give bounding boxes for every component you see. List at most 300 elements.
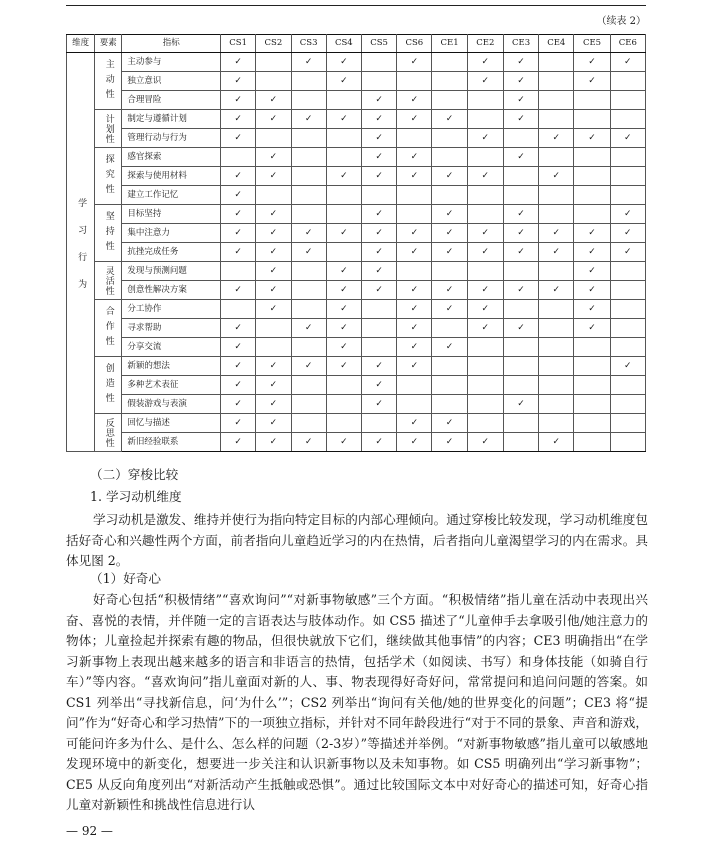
indicator-cell: 抗挫完成任务 — [122, 243, 221, 262]
check-mark-cell — [610, 205, 645, 224]
check-mark-cell — [326, 110, 361, 129]
check-icon: ✓ — [481, 75, 490, 86]
empty-cell — [291, 281, 326, 300]
empty-cell — [432, 129, 467, 148]
check-mark-cell — [221, 243, 256, 262]
check-icon: ✓ — [481, 322, 490, 333]
check-mark-cell — [432, 338, 467, 357]
empty-cell — [291, 300, 326, 319]
check-icon: ✓ — [481, 227, 490, 238]
indicator-cell: 独立意识 — [122, 72, 221, 91]
indicator-cell: 感官探索 — [122, 148, 221, 167]
empty-cell — [467, 414, 503, 433]
empty-cell — [467, 357, 503, 376]
check-icon: ✓ — [588, 56, 596, 67]
empty-cell — [574, 148, 610, 167]
check-icon: ✓ — [304, 436, 313, 447]
check-icon: ✓ — [234, 56, 242, 67]
check-icon: ✓ — [445, 227, 454, 238]
empty-cell — [432, 357, 467, 376]
top-rule — [66, 5, 646, 6]
subsection-heading: 1. 学习动机维度 — [90, 489, 182, 504]
check-icon: ✓ — [234, 379, 242, 390]
page-number: — 92 — — [66, 824, 113, 838]
empty-cell — [326, 186, 361, 205]
check-icon: ✓ — [340, 265, 348, 276]
check-mark-cell — [397, 53, 432, 72]
empty-cell — [503, 357, 538, 376]
empty-cell — [539, 205, 574, 224]
empty-cell — [432, 319, 467, 338]
empty-cell — [397, 395, 432, 414]
check-icon: ✓ — [517, 227, 525, 238]
check-mark-cell — [467, 319, 503, 338]
empty-cell — [539, 357, 574, 376]
empty-cell — [397, 262, 432, 281]
check-mark-cell — [256, 414, 291, 433]
check-icon: ✓ — [234, 284, 242, 295]
header-cell: CS2 — [256, 35, 291, 53]
indicator-cell: 回忆与描述 — [122, 414, 221, 433]
empty-cell — [539, 414, 574, 433]
check-icon: ✓ — [375, 265, 383, 276]
indicator-cell: 目标坚持 — [122, 205, 221, 224]
empty-cell — [539, 262, 574, 281]
check-icon: ✓ — [445, 303, 454, 314]
check-mark-cell — [291, 357, 326, 376]
table-row — [67, 300, 646, 319]
empty-cell — [326, 414, 361, 433]
check-mark-cell — [291, 110, 326, 129]
empty-cell — [574, 110, 610, 129]
check-mark-cell — [221, 357, 256, 376]
check-mark-cell — [221, 167, 256, 186]
check-icon: ✓ — [517, 75, 525, 86]
check-mark-cell — [361, 433, 396, 452]
paragraph-learning-motivation: 学习动机是激发、维持并使行为指向特定目标的内部心理倾向。通过穿梭比较发现，学习动机维度包括好奇心和兴趣性两个方面，前者指向儿童趋近学习的内在热情，后者指向儿童渴望学习的内在需求。具体见图 2。 — [66, 512, 648, 568]
empty-cell — [432, 395, 467, 414]
check-mark-cell — [221, 110, 256, 129]
check-mark-cell — [291, 224, 326, 243]
check-icon: ✓ — [375, 170, 383, 181]
empty-cell — [256, 129, 291, 148]
check-mark-cell — [361, 224, 396, 243]
check-mark-cell — [574, 300, 610, 319]
indicator-cell: 合理冒险 — [122, 91, 221, 110]
check-icon: ✓ — [588, 265, 596, 276]
empty-cell — [361, 300, 396, 319]
empty-cell — [610, 300, 645, 319]
empty-cell — [503, 186, 538, 205]
table-row — [67, 167, 646, 186]
check-icon: ✓ — [624, 227, 632, 238]
empty-cell — [574, 433, 610, 452]
check-mark-cell — [221, 186, 256, 205]
check-icon: ✓ — [375, 94, 383, 105]
check-icon: ✓ — [269, 227, 278, 238]
check-mark-cell — [221, 224, 256, 243]
table-row — [67, 319, 646, 338]
check-icon: ✓ — [340, 436, 348, 447]
header-cell: CE6 — [610, 35, 645, 53]
empty-cell — [574, 91, 610, 110]
empty-cell — [397, 186, 432, 205]
check-mark-cell — [326, 300, 361, 319]
check-mark-cell — [397, 110, 432, 129]
empty-cell — [291, 186, 326, 205]
empty-cell — [610, 338, 645, 357]
empty-cell — [326, 91, 361, 110]
check-mark-cell — [574, 281, 610, 300]
check-mark-cell — [432, 300, 467, 319]
table-row — [67, 148, 646, 167]
check-icon: ✓ — [304, 246, 313, 257]
check-mark-cell — [432, 224, 467, 243]
empty-cell — [539, 395, 574, 414]
check-icon: ✓ — [410, 246, 419, 257]
check-mark-cell — [539, 167, 574, 186]
element-cell: 计划性 — [95, 110, 122, 148]
empty-cell — [574, 167, 610, 186]
indicator-cell: 寻求帮助 — [122, 319, 221, 338]
check-icon: ✓ — [234, 322, 242, 333]
empty-cell — [610, 186, 645, 205]
empty-cell — [256, 186, 291, 205]
empty-cell — [326, 395, 361, 414]
header-cell: CE1 — [432, 35, 467, 53]
check-mark-cell — [221, 205, 256, 224]
indicator-cell: 创意性解决方案 — [122, 281, 221, 300]
check-mark-cell — [397, 224, 432, 243]
check-mark-cell — [361, 281, 396, 300]
indicator-cell: 新颖的想法 — [122, 357, 221, 376]
check-icon: ✓ — [410, 284, 419, 295]
empty-cell — [574, 376, 610, 395]
check-mark-cell — [256, 357, 291, 376]
empty-cell — [503, 129, 538, 148]
check-icon: ✓ — [410, 436, 419, 447]
empty-cell — [467, 148, 503, 167]
indicator-cell: 集中注意力 — [122, 224, 221, 243]
check-icon: ✓ — [517, 113, 525, 124]
check-mark-cell — [361, 262, 396, 281]
empty-cell — [610, 433, 645, 452]
check-mark-cell — [467, 72, 503, 91]
empty-cell — [610, 319, 645, 338]
table-row — [67, 243, 646, 262]
check-icon: ✓ — [517, 398, 525, 409]
check-icon: ✓ — [234, 360, 242, 371]
check-icon: ✓ — [445, 284, 454, 295]
empty-cell — [361, 319, 396, 338]
empty-cell — [256, 319, 291, 338]
empty-cell — [291, 414, 326, 433]
empty-cell — [291, 129, 326, 148]
table-row — [67, 376, 646, 395]
check-icon: ✓ — [588, 303, 596, 314]
check-mark-cell — [503, 395, 538, 414]
check-icon: ✓ — [234, 132, 242, 143]
check-icon: ✓ — [234, 113, 242, 124]
check-mark-cell — [574, 129, 610, 148]
check-mark-cell — [291, 243, 326, 262]
check-mark-cell — [574, 243, 610, 262]
check-icon: ✓ — [552, 170, 561, 181]
check-mark-cell — [574, 224, 610, 243]
element-cell: 坚持性 — [95, 205, 122, 262]
empty-cell — [503, 376, 538, 395]
check-icon: ✓ — [445, 417, 454, 428]
header-cell: CE2 — [467, 35, 503, 53]
check-mark-cell — [467, 281, 503, 300]
table-row — [67, 224, 646, 243]
check-mark-cell — [256, 224, 291, 243]
check-icon: ✓ — [269, 360, 278, 371]
check-icon: ✓ — [234, 436, 242, 447]
check-mark-cell — [256, 433, 291, 452]
check-icon: ✓ — [304, 322, 313, 333]
empty-cell — [610, 110, 645, 129]
empty-cell — [574, 395, 610, 414]
check-icon: ✓ — [375, 360, 383, 371]
empty-cell — [574, 414, 610, 433]
check-icon: ✓ — [552, 284, 561, 295]
check-icon: ✓ — [481, 303, 490, 314]
check-icon: ✓ — [340, 75, 348, 86]
check-icon: ✓ — [552, 436, 561, 447]
check-icon: ✓ — [481, 246, 490, 257]
check-icon: ✓ — [588, 132, 596, 143]
indicator-cell: 建立工作记忆 — [122, 186, 221, 205]
check-mark-cell — [221, 281, 256, 300]
check-mark-cell — [221, 53, 256, 72]
check-mark-cell — [221, 72, 256, 91]
table-row — [67, 186, 646, 205]
empty-cell — [610, 376, 645, 395]
check-icon: ✓ — [410, 303, 419, 314]
check-icon: ✓ — [234, 75, 242, 86]
check-mark-cell — [503, 91, 538, 110]
check-icon: ✓ — [375, 379, 383, 390]
empty-cell — [432, 72, 467, 91]
check-icon: ✓ — [234, 170, 242, 181]
check-mark-cell — [326, 167, 361, 186]
check-icon: ✓ — [445, 170, 454, 181]
empty-cell — [432, 91, 467, 110]
empty-cell — [326, 205, 361, 224]
check-mark-cell — [326, 433, 361, 452]
check-mark-cell — [503, 224, 538, 243]
check-mark-cell — [432, 167, 467, 186]
element-cell: 探究性 — [95, 148, 122, 205]
table-row — [67, 110, 646, 129]
check-mark-cell — [256, 281, 291, 300]
check-icon: ✓ — [588, 246, 596, 257]
empty-cell — [291, 148, 326, 167]
element-cell: 创造性 — [95, 357, 122, 414]
check-mark-cell — [361, 243, 396, 262]
check-mark-cell — [256, 376, 291, 395]
check-icon: ✓ — [445, 246, 454, 257]
check-icon: ✓ — [304, 56, 313, 67]
check-mark-cell — [397, 148, 432, 167]
check-mark-cell — [467, 167, 503, 186]
header-cell: CE3 — [503, 35, 538, 53]
check-icon: ✓ — [375, 113, 383, 124]
check-mark-cell — [397, 414, 432, 433]
table-row — [67, 91, 646, 110]
check-mark-cell — [503, 72, 538, 91]
check-mark-cell — [610, 243, 645, 262]
empty-cell — [503, 414, 538, 433]
check-mark-cell — [221, 395, 256, 414]
check-icon: ✓ — [340, 341, 348, 352]
empty-cell — [503, 167, 538, 186]
check-mark-cell — [256, 395, 291, 414]
indicator-cell: 探索与使用材料 — [122, 167, 221, 186]
check-mark-cell — [256, 110, 291, 129]
empty-cell — [397, 205, 432, 224]
table-row — [67, 53, 646, 72]
empty-cell — [291, 91, 326, 110]
check-mark-cell — [467, 433, 503, 452]
check-icon: ✓ — [517, 56, 525, 67]
header-cell: CS1 — [221, 35, 256, 53]
check-icon: ✓ — [304, 360, 313, 371]
table-row — [67, 205, 646, 224]
check-icon: ✓ — [445, 208, 454, 219]
check-icon: ✓ — [410, 151, 419, 162]
empty-cell — [291, 72, 326, 91]
empty-cell — [539, 319, 574, 338]
check-icon: ✓ — [588, 75, 596, 86]
check-mark-cell — [503, 205, 538, 224]
check-icon: ✓ — [445, 436, 454, 447]
check-mark-cell — [397, 319, 432, 338]
empty-cell — [539, 91, 574, 110]
header-cell: CS4 — [326, 35, 361, 53]
check-mark-cell — [539, 243, 574, 262]
empty-cell — [610, 395, 645, 414]
check-mark-cell — [291, 433, 326, 452]
check-icon: ✓ — [410, 94, 419, 105]
check-icon: ✓ — [552, 227, 561, 238]
check-mark-cell — [610, 129, 645, 148]
element-cell: 合作性 — [95, 300, 122, 357]
empty-cell — [467, 186, 503, 205]
check-mark-cell — [503, 53, 538, 72]
indicator-cell: 发现与预测问题 — [122, 262, 221, 281]
empty-cell — [467, 376, 503, 395]
empty-cell — [361, 414, 396, 433]
empty-cell — [256, 53, 291, 72]
check-mark-cell — [221, 376, 256, 395]
empty-cell — [467, 110, 503, 129]
check-mark-cell — [221, 129, 256, 148]
check-mark-cell — [397, 243, 432, 262]
empty-cell — [432, 262, 467, 281]
check-icon: ✓ — [517, 322, 525, 333]
check-icon: ✓ — [481, 132, 490, 143]
check-mark-cell — [397, 91, 432, 110]
section-heading: （二）穿梭比较 — [90, 467, 179, 482]
check-icon: ✓ — [304, 113, 313, 124]
check-mark-cell — [574, 72, 610, 91]
check-mark-cell — [256, 262, 291, 281]
check-mark-cell — [432, 433, 467, 452]
check-mark-cell — [361, 167, 396, 186]
check-mark-cell — [221, 319, 256, 338]
empty-cell — [539, 376, 574, 395]
check-icon: ✓ — [340, 113, 348, 124]
check-icon: ✓ — [481, 170, 490, 181]
header-cell: 指标 — [122, 35, 221, 53]
check-mark-cell — [221, 91, 256, 110]
check-icon: ✓ — [445, 113, 454, 124]
check-icon: ✓ — [340, 227, 348, 238]
check-icon: ✓ — [410, 417, 419, 428]
empty-cell — [291, 205, 326, 224]
check-mark-cell — [503, 281, 538, 300]
empty-cell — [539, 338, 574, 357]
header-cell: CS5 — [361, 35, 396, 53]
empty-cell — [467, 205, 503, 224]
empty-cell — [503, 262, 538, 281]
table-row — [67, 357, 646, 376]
check-icon: ✓ — [624, 56, 632, 67]
table-row — [67, 414, 646, 433]
check-icon: ✓ — [269, 379, 278, 390]
check-mark-cell — [221, 433, 256, 452]
empty-cell — [467, 395, 503, 414]
empty-cell — [291, 262, 326, 281]
check-icon: ✓ — [340, 360, 348, 371]
header-cell: CE4 — [539, 35, 574, 53]
check-icon: ✓ — [269, 151, 278, 162]
check-icon: ✓ — [410, 341, 419, 352]
empty-cell — [221, 300, 256, 319]
check-mark-cell — [326, 262, 361, 281]
check-mark-cell — [361, 357, 396, 376]
empty-cell — [539, 72, 574, 91]
check-icon: ✓ — [517, 284, 525, 295]
check-mark-cell — [539, 281, 574, 300]
check-icon: ✓ — [269, 417, 278, 428]
check-icon: ✓ — [269, 265, 278, 276]
check-mark-cell — [361, 205, 396, 224]
empty-cell — [610, 167, 645, 186]
check-mark-cell — [539, 224, 574, 243]
check-mark-cell — [326, 72, 361, 91]
check-mark-cell — [432, 110, 467, 129]
empty-cell — [610, 262, 645, 281]
element-cell: 反思性 — [95, 414, 122, 452]
empty-cell — [610, 148, 645, 167]
empty-cell — [326, 129, 361, 148]
check-mark-cell — [610, 357, 645, 376]
check-icon: ✓ — [234, 398, 242, 409]
empty-cell — [432, 186, 467, 205]
check-mark-cell — [467, 224, 503, 243]
indicator-cell: 主动参与 — [122, 53, 221, 72]
indicator-cell: 制定与遵循计划 — [122, 110, 221, 129]
empty-cell — [326, 376, 361, 395]
check-mark-cell — [467, 129, 503, 148]
empty-cell — [432, 148, 467, 167]
empty-cell — [397, 129, 432, 148]
check-icon: ✓ — [375, 436, 383, 447]
check-mark-cell — [326, 281, 361, 300]
